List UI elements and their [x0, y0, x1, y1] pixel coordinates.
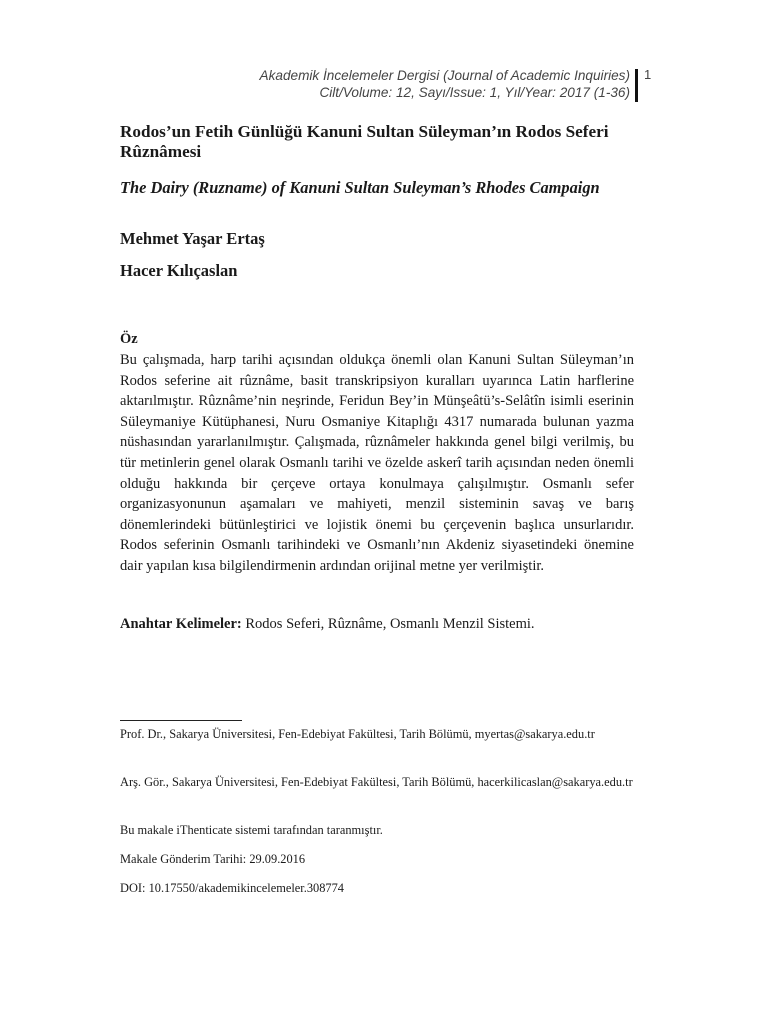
header-divider	[635, 69, 638, 102]
abstract-heading: Öz	[120, 331, 138, 347]
title-turkish: Rodos’un Fetih Günlüğü Kanuni Sultan Süleyman’ın Rodos Seferi Rûznâmesi	[120, 122, 609, 161]
keywords	[120, 616, 634, 633]
author-name: Mehmet Yaşar Ertaş	[120, 229, 265, 248]
keywords-label: Anahtar Kelimeler:	[120, 616, 242, 632]
keywords-list: Rodos Seferi, Rûznâme, Osmanlı Menzil Sistemi.	[245, 616, 535, 632]
footnote-doi: DOI: 10.17550/akademikincelemeler.308774	[120, 881, 345, 895]
footnote-author1: Prof. Dr., Sakarya Üniversitesi, Fen-Edebiyat Fakültesi, Tarih Bölümü, myertas@sakarya.edu.tr	[120, 727, 595, 741]
author-name: Hacer Kılıçaslan	[120, 261, 238, 280]
running-header	[260, 67, 630, 101]
page-number: 1	[644, 67, 652, 82]
journal-name: Akademik İncelemeler Dergisi (Journal of Academic Inquiries)	[259, 68, 630, 83]
footnote-submission-date: Makale Gönderim Tarihi: 29.09.2016	[120, 852, 306, 866]
title-english: The Dairy (Ruzname) of Kanuni Sultan Suleyman’s Rhodes Campaign	[120, 178, 600, 197]
volume-info: Cilt/Volume: 12, Sayı/Issue: 1, Yıl/Year: 2017 (1-36)	[319, 85, 630, 100]
footnote-author2: Arş. Gör., Sakarya Üniversitesi, Fen-Edebiyat Fakültesi, Tarih Bölümü, hacerkilicaslan@sakarya.edu.tr	[120, 775, 633, 789]
footnote-divider	[120, 720, 242, 721]
footnote-ithenticate: Bu makale iThenticate sistemi tarafından taranmıştır.	[120, 823, 383, 837]
abstract-text: Bu çalışmada, harp tarihi açısından oldukça önemli olan Kanuni Sultan Süleyman’ın Rodos seferine ait rûznâme, basit transkripsiyon kuralları uyarınca Latin harflerine aktarılmıştır. Rûznâme’nin neşrinde, Feridun Bey’in Münşeâtü’s-Selâtîn isimli eserinin Süleymaniye Kütüphanesi, Nuru Osmaniye Kitaplığı 4317 numarada bulunan yazma nüshasından yararlanılmıştır. Çalışmada, rûznâmeler hakkında genel bilgi verilmiş, bu tür metinlerin genel olarak Osmanlı tarihi ve özelde askerî tarih açısından neden önemli olduğu hakkında bir çerçeve ortaya konulmaya çalışılmıştır. Osmanlı sefer organizasyonunun aşamaları ve mahiyeti, menzil sisteminin savaş ve barış dönemlerindeki bütünleştirici ve lojistik önemi bu çerçevenin başlıca unsurlarıdır. Rodos seferinin Osmanlı tarihindeki ve Osmanlı’nın Akdeniz siyasetindeki önemine dair yapılan kısa bilgilendirmenin ardından orijinal metne yer verilmiştir.	[120, 352, 634, 574]
